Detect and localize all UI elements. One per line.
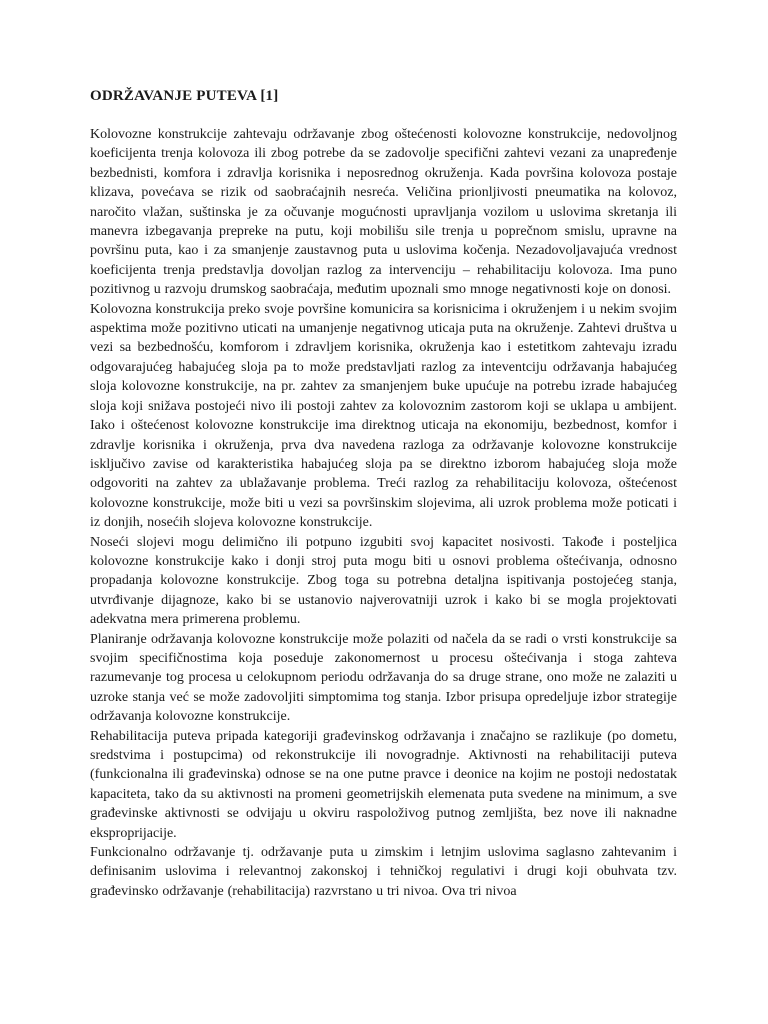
document-title: ODRŽAVANJE PUTEVA [1] — [90, 88, 279, 104]
paragraph-1: Kolovozne konstrukcije zahtevaju održavanje zbog oštećenosti kolovozne konstrukcije, nedovoljnog koeficijenta trenja kolovoza ili zbog potrebe da se zadovolje specifični zahtevi vezani za unapređenje bezbednisti, komfora i zdravlja korisnika i neposrednog okruženja. Kada površina kolovoza postaje klizava, povećava se rizik od saobraćajnih nesreća. Veličina prionljivosti pneumatika na kolovoz, naročito vlažan, suštinska je za očuvanje mogućnosti upravljanja vozilom u uslovima skretanja ili manevra izbegavanja prepreke na putu, koji mobilišu sile trenja u poprečnom smislu, upravne na površinu puta, kao i za smanjenje zaustavnog puta u uslovima kočenja. Nezadovoljavajuća vrednost koeficijenta trenja predstavlja dovoljan razlog za intervenciju – rehabilitaciju kolovoza. Ima puno pozitivnog u razvoju drumskog saobraćaja, međutim upoznali smo mnoge negativnosti koje on donosi. — [90, 127, 677, 298]
document-page — [90, 86, 677, 901]
paragraph-6: Funkcionalno održavanje tj. održavanje puta u zimskim i letnjim uslovima saglasno zahtevanim i definisanim uslovima i relevantnoj zakonskoj i tehničkoj regulativi i drugi koji obuhvata tzv. građevinsko održavanje (rehabilitacija) razvrstano u tri nivoa. Ova tri nivoa — [90, 845, 677, 899]
paragraph-4: Planiranje održavanja kolovozne konstrukcije može polaziti od načela da se radi o vrsti konstrukcije sa svojim specifičnostima koja poseduje zakonomernost u procesu oštećivanja i stoga zahteva razumevanje tog procesa u celokupnom periodu održavanja do sa druge strane, ono može ne zalaziti u uzroke stanja već se može zadovoljiti simptomima tog stanja. Izbor prisupa opredeljuje izbor strategije održavanja kolovozne konstrukcije. — [90, 631, 677, 725]
paragraph-3: Noseći slojevi mogu delimično ili potpuno izgubiti svoj kapacitet nosivosti. Takođe i posteljica kolovozne konstrukcije kako i donji stroj puta mogu biti u osnovi problema oštećivanja, odnosno propadanja kolovozne konstrukcije. Zbog toga su potrebna detaljna ispitivanja postojećeg stanja, utvrđivanje dijagnoze, kako bi se ustanovio najverovatniji uzrok i kako bi se mogla projektovati adekvatna mera primerena problemu. — [90, 534, 677, 628]
paragraph-2: Kolovozna konstrukcija preko svoje površine komunicira sa korisnicima i okruženjem i u nekim svojim aspektima može pozitivno uticati na umanjenje negativnog uticaja puta na okruženje. Zahtevi društva u vezi sa bezbednošću, komforom i zdravljem korisnika, okruženja kao i estetitkom zahtevaju izradu odgovarajućeg habajućeg sloja pa to može predstavljati razlog za inteventciju održavanja habajućeg sloja kolovozne konstrukcije, na pr. zahtev za smanjenjem buke upućuje na potrebu izrade habajućeg sloja koji snižava postojeći nivo ili postoji zahtev za kolovoznim zastorom koji se uklapa u ambijent. Iako i oštećenost kolovozne konstrukcije ima direktnog uticaja na ekonomiju, bezbednost, komfor i zdravlje korisnika i okruženja, prva dva navedena razloga za održavanje kolovozne konstrukcije isključivo zavise od karakteristika habajućeg sloja pa se direktno izborom habajućeg sloja može odgovoriti na zahtev za ublažavanje problema. Treći razlog za rehabilitaciju kolovoza, oštećenost kolovozne konstrukcije, može biti u vezi sa površinskim slojevima, ali uzrok problema može poticati i iz donjih, nosećih slojeva kolovozne konstrukcije. — [90, 301, 677, 531]
paragraph-5: Rehabilitacija puteva pripada kategoriji građevinskog održavanja i značajno se razlikuje (po dometu, sredstvima i postupcima) od rekonstrukcije ili novogradnje. Aktivnosti na rehabilitaciji puteva (funkcionalna ili građevinska) odnose se na one putne pravce i deonice na kojim ne postoji nedostatak kapaciteta, tako da su aktivnosti na promeni geometrijskih elemenata puta svedene na minimum, a sve građevinske aktivnosti se odvijaju u okviru raspoloživog putnog zemljišta, bez nove ili naknadne eksproprijacije. — [90, 728, 677, 841]
